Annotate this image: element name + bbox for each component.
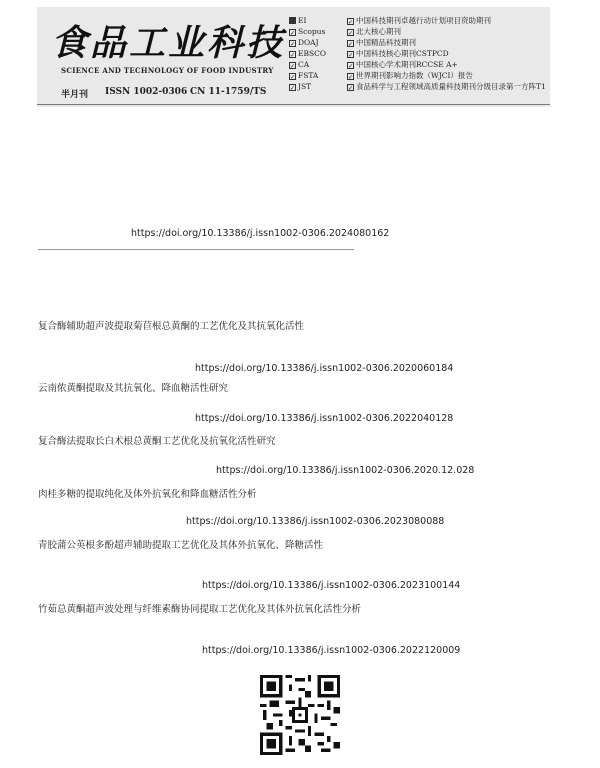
article-doi-link[interactable]: https://doi.org/10.13386/j.issn1002-0306.2024080162 [131,228,390,239]
checkmark-icon: ✓ [348,19,354,26]
index-item: ✓ 中国科技核心期刊CSTPCD [348,49,449,59]
index-item: ✓ 北大核心期刊 [348,27,401,37]
index-item: ✓ 中国精品科技期刊 [348,38,416,48]
reference-title: 复合酶辅助超声波提取菊苣根总黄酮的工艺优化及其抗氧化活性 [38,321,305,332]
journal-banner [37,7,550,107]
reference-title: 竹茹总黄酮超声波处理与纤维素酶协同提取工艺优化及其体外抗氧化活性分析 [38,604,362,615]
checkmark-icon: ✓ [348,74,354,81]
index-item: ✓ 食品科学与工程领域高质量科技期刊分级目录第一方阵T1 [348,82,546,92]
index-item: ✓ FSTA [290,71,319,81]
checkmark-icon: ✓ [348,30,354,37]
index-item: ✓ JST [290,82,312,92]
journal-english-name: SCIENCE AND TECHNOLOGY OF FOOD INDUSTRY [61,66,274,75]
index-item: ✓ EBSCO [290,49,327,59]
checkmark-icon: ✓ [290,74,296,81]
reference-doi-link[interactable]: https://doi.org/10.13386/j.issn1002-0306.2022120009 [202,645,461,656]
checkbox-filled-icon [289,17,296,24]
qr-code-icon [260,675,340,755]
reference-title: 复合酶法提取长白术根总黄酮工艺优化及抗氧化活性研究 [38,436,276,447]
reference-title: 云南侬黄酮提取及其抗氧化、降血糖活性研究 [38,383,229,394]
reference-doi-link[interactable]: https://doi.org/10.13386/j.issn1002-0306.2023080088 [186,516,445,527]
index-list-left [289,15,326,92]
index-item: EI [289,15,326,26]
frequency-label: 半月刊 [61,90,89,100]
checkmark-icon: ✓ [290,41,296,48]
checkmark-icon: ✓ [348,85,354,92]
index-list-right [347,15,546,92]
cn-label: CN 11-1759/TS [190,87,267,97]
index-item: ✓ 世界期刊影响力指数（WJCI）报告 [348,71,473,81]
checkmark-icon: ✓ [290,85,296,92]
banner-divider [37,104,550,105]
reference-doi-link[interactable]: https://doi.org/10.13386/j.issn1002-0306.2020060184 [195,363,454,374]
checkmark-icon: ✓ [290,52,296,59]
reference-title: 肉桂多糖的提取纯化及体外抗氧化和降血糖活性分析 [38,489,257,500]
index-item: ✓ CA [290,60,310,70]
index-item: ✓ DOAJ [290,38,319,48]
checkmark-icon: ✓ [290,63,296,70]
checkmark-icon: ✓ [348,41,354,48]
reference-title: 青胶蒲公英根多酚超声辅助提取工艺优化及其体外抗氧化、降糖活性 [38,540,324,551]
reference-doi-link[interactable]: https://doi.org/10.13386/j.issn1002-0306.2022040128 [195,413,454,424]
checkmark-icon: ✓ [290,30,296,37]
journal-logo: 食品工业科技 [51,22,286,64]
issn-label: ISSN 1002-0306 [105,87,188,97]
index-item: ✓ 中国核心学术期刊RCCSE A+ [348,60,458,70]
index-item: ✓ 中国科技期刊卓越行动计划项目资助期刊 [348,16,491,26]
section-divider [38,249,354,250]
reference-doi-link[interactable]: https://doi.org/10.13386/j.issn1002-0306.2020.12.028 [216,465,475,476]
index-item: ✓ Scopus [290,27,326,37]
reference-doi-link[interactable]: https://doi.org/10.13386/j.issn1002-0306.2023100144 [202,580,461,591]
checkmark-icon: ✓ [348,63,354,70]
checkmark-icon: ✓ [348,52,354,59]
